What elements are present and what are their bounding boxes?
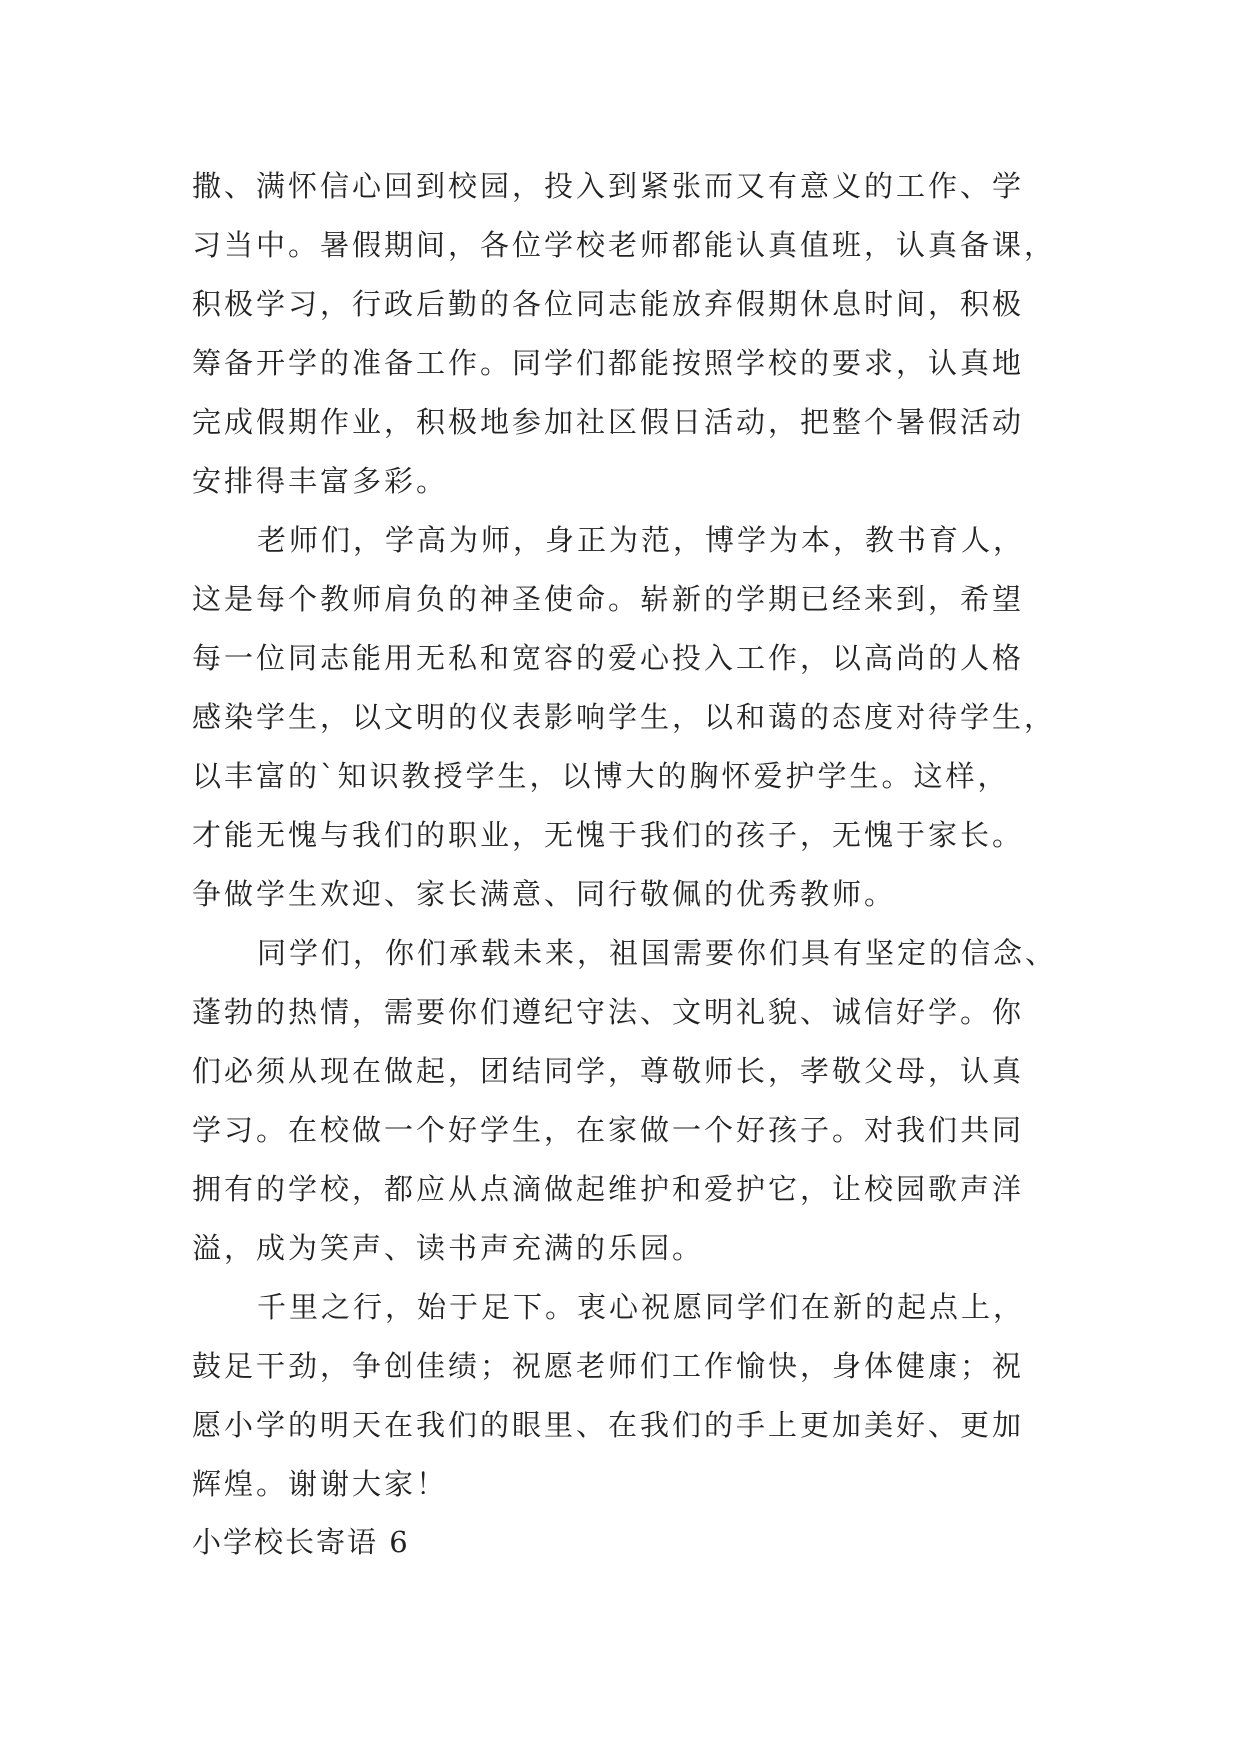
paragraph-3-line-3: 们必须从现在做起，团结同学，尊敬师长，孝敬父母，认真 [192,1054,1025,1088]
paragraph-2-line-1: 老师们，学高为师，身正为范，博学为本，教书育人， [257,523,1026,557]
paragraph-2-line-2: 这是每个教师肩负的神圣使命。崭新的学期已经来到，希望 [192,582,1025,616]
paragraph-3-line-5: 拥有的学校，都应从点滴做起维护和爱护它，让校园歌声洋 [192,1172,1025,1206]
paragraph-2-line-5: 以丰富的`知识教授学生，以博大的胸怀爱护学生。这样， [192,759,1010,793]
paragraph-1-line-6: 安排得丰富多彩。 [192,464,449,498]
paragraph-4-line-2: 鼓足干劲，争创佳绩；祝愿老师们工作愉快，身体健康；祝 [192,1349,1025,1383]
paragraph-3-line-6: 溢，成为笑声、读书声充满的乐园。 [192,1231,705,1265]
paragraph-2-line-7: 争做学生欢迎、家长满意、同行敬佩的优秀教师。 [192,877,897,911]
paragraph-3-line-4: 学习。在校做一个好学生，在家做一个好孩子。对我们共同 [192,1113,1025,1147]
paragraph-3-line-1: 同学们，你们承载未来，祖国需要你们具有坚定的信念、 [257,936,1058,970]
paragraph-2-line-6: 才能无愧与我们的职业，无愧于我们的孩子，无愧于家长。 [192,818,1025,852]
paragraph-2-line-4: 感染学生，以文明的仪表影响学生，以和蔼的态度对待学生， [192,700,1057,734]
paragraph-1-line-1: 撒、满怀信心回到校园，投入到紧张而又有意义的工作、学 [192,169,1025,203]
paragraph-1-line-3: 积极学习，行政后勤的各位同志能放弃假期休息时间，积极 [192,287,1025,321]
paragraph-1-line-5: 完成假期作业，积极地参加社区假日活动，把整个暑假活动 [192,405,1025,439]
paragraph-1-line-4: 筹备开学的准备工作。同学们都能按照学校的要求，认真地 [192,346,1025,380]
paragraph-2-line-3: 每一位同志能用无私和宽容的爱心投入工作，以高尚的人格 [192,641,1025,675]
paragraph-3-line-2: 蓬勃的热情，需要你们遵纪守法、文明礼貌、诚信好学。你 [192,995,1025,1029]
paragraph-1-line-2: 习当中。暑假期间，各位学校老师都能认真值班，认真备课， [192,228,1057,262]
paragraph-4-line-3: 愿小学的明天在我们的眼里、在我们的手上更加美好、更加 [192,1408,1025,1442]
section-heading: 小学校长寄语 6 [192,1525,410,1559]
paragraph-4-line-4: 辉煌。谢谢大家！ [192,1467,449,1501]
paragraph-4-line-1: 千里之行，始于足下。衷心祝愿同学们在新的起点上， [257,1290,1026,1324]
